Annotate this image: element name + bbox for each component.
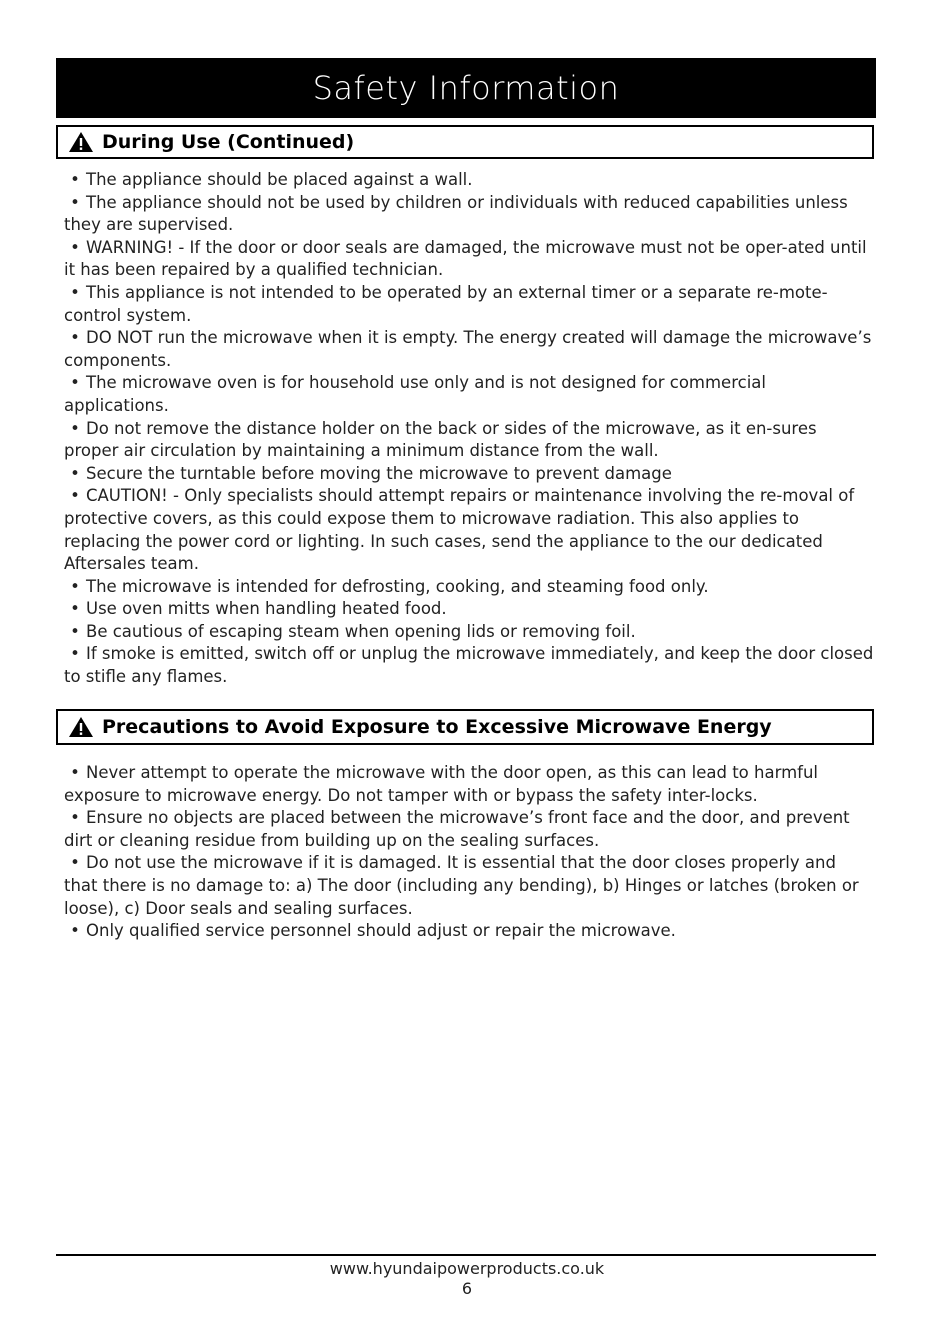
footer-divider [56, 1254, 876, 1256]
list-item: • The microwave oven is for household use only and is not designed for commercial applications. [64, 373, 766, 415]
warning-triangle-icon [68, 716, 94, 738]
section-heading-label: Precautions to Avoid Exposure to Excessive Microwave Energy [102, 716, 772, 738]
list-item: • Do not remove the distance holder on the back or sides of the microwave, as it en-sures proper air circulation by maintaining a minimum distance from the wall. [64, 418, 817, 461]
section-body-during-use [64, 169, 874, 689]
list-item: • Use oven mitts when handling heated food. [70, 599, 447, 619]
list-item: • Secure the turntable before moving the microwave to prevent damage [70, 463, 672, 483]
list-item: • If smoke is emitted, switch off or unplug the microwave immediately, and keep the door closed to stifle any flames. [64, 644, 874, 687]
section-heading-precautions [56, 709, 874, 745]
list-item: • The appliance should not be used by children or individuals with reduced capabilities unless they are supervised. [64, 192, 848, 235]
list-item: • Only qualified service personnel should adjust or repair the microwave. [70, 921, 676, 941]
list-item: • Do not use the microwave if it is damaged. It is essential that the door closes properly and that there is no damage to: a) The door (including any bending), b) Hinges or latches (broken or loose), c) Door seals and sealing surfaces. [64, 853, 859, 918]
list-item: • The microwave is intended for defrosting, cooking, and steaming food only. [70, 576, 709, 596]
section-body-precautions [64, 762, 874, 943]
page-title: Safety Information [56, 58, 876, 118]
page-number: 6 [461, 1279, 473, 1298]
list-item: • Ensure no objects are placed between the microwave’s front face and the door, and prevent dirt or cleaning residue from building up on the sealing surfaces. [64, 808, 850, 850]
list-item: • CAUTION! - Only specialists should attempt repairs or maintenance involving the re-moval of protective covers, as this could expose them to microwave radiation. This also applies to replacing the power cord or lighting. In such cases, send the appliance to the our dedicated Aftersales team. [64, 486, 855, 574]
warning-triangle-icon [68, 131, 94, 153]
list-item: • The appliance should be placed against a wall. [70, 170, 473, 189]
list-item: • This appliance is not intended to be operated by an external timer or a separate re-mote-control system. [64, 282, 828, 325]
section-heading-during-use [56, 125, 874, 159]
list-item: • WARNING! - If the door or door seals are damaged, the microwave must not be oper-ated until it has been repaired by a qualified technician. [64, 237, 867, 280]
list-item: • Be cautious of escaping steam when opening lids or removing foil. [70, 621, 636, 641]
list-item: • DO NOT run the microwave when it is empty. The energy created will damage the microwave’s components. [64, 328, 872, 370]
list-item: • Never attempt to operate the microwave with the door open, as this can lead to harmful exposure to microwave energy. Do not tamper with or bypass the safety inter-locks. [64, 763, 819, 805]
section-heading-label: During Use (Continued) [102, 131, 355, 153]
footer-url: www.hyundaipowerproducts.co.uk [329, 1259, 605, 1278]
